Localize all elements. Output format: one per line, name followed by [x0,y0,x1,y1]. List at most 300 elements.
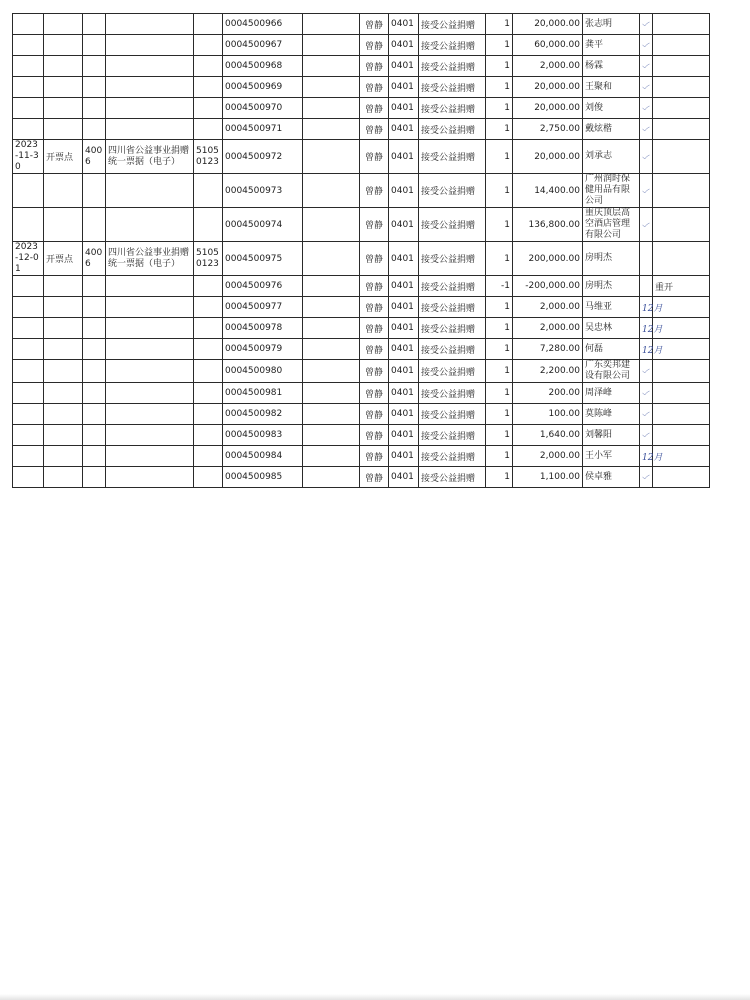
invoice-type-cell [106,360,194,383]
item-name-cell: 接受公益捐赠 [419,77,486,98]
type-code-cell [83,56,106,77]
item-name-cell: 接受公益捐赠 [419,339,486,360]
item-name-cell: 接受公益捐赠 [419,360,486,383]
amount-cell: 100.00 [513,404,583,425]
issue-point-cell: 开票点 [44,242,83,276]
item-code-cell: 0401 [389,360,419,383]
item-name-cell: 接受公益捐赠 [419,56,486,77]
remark-cell [653,242,710,276]
date-cell [13,208,44,242]
amount-cell: 136,800.00 [513,208,583,242]
check-icon [642,80,650,94]
invoice-number-cell: 0004500979 [223,339,303,360]
quantity-cell: 1 [486,318,513,339]
agency-code-cell: 51050123 [194,140,223,174]
donor-cell: 吴忠林 [583,318,640,339]
type-code-cell [83,14,106,35]
issue-point-cell [44,35,83,56]
operator-cell: 曾静 [360,174,389,208]
amount-cell: 1,640.00 [513,425,583,446]
table-row [13,276,710,297]
item-name-cell: 接受公益捐赠 [419,383,486,404]
blank-cell [303,119,360,140]
table-row [13,56,710,77]
type-code-cell [83,276,106,297]
amount-cell: 20,000.00 [513,98,583,119]
agency-code-cell: 51050123 [194,242,223,276]
ledger-body [13,14,710,488]
operator-cell: 曾静 [360,339,389,360]
item-code-cell: 0401 [389,174,419,208]
issue-point-cell [44,208,83,242]
remark-cell [653,140,710,174]
item-name-cell: 接受公益捐赠 [419,297,486,318]
type-code-cell [83,404,106,425]
donor-cell: 房明杰 [583,276,640,297]
item-code-cell: 0401 [389,467,419,488]
review-mark-cell: 12月 [640,297,653,318]
date-cell: 2023-12-01 [13,242,44,276]
type-code-cell [83,425,106,446]
quantity-cell: 1 [486,242,513,276]
donor-cell: 王小军 [583,446,640,467]
invoice-type-cell [106,425,194,446]
invoice-number-cell: 0004500966 [223,14,303,35]
quantity-cell: 1 [486,140,513,174]
type-code-cell [83,208,106,242]
remark-cell [653,174,710,208]
issue-point-cell [44,98,83,119]
type-code-cell [83,119,106,140]
blank-cell [303,467,360,488]
amount-cell: 20,000.00 [513,77,583,98]
item-code-cell: 0401 [389,35,419,56]
check-icon [642,17,650,31]
invoice-type-cell [106,339,194,360]
issue-point-cell [44,56,83,77]
type-code-cell [83,35,106,56]
review-mark-cell [640,404,653,425]
amount-cell: 60,000.00 [513,35,583,56]
invoice-type-cell [106,404,194,425]
quantity-cell: 1 [486,174,513,208]
blank-cell [303,339,360,360]
operator-cell: 曾静 [360,77,389,98]
issue-point-cell [44,119,83,140]
invoice-number-cell: 0004500974 [223,208,303,242]
invoice-number-cell: 0004500967 [223,35,303,56]
blank-cell [303,98,360,119]
issue-point-cell [44,425,83,446]
item-name-cell: 接受公益捐赠 [419,276,486,297]
review-mark-cell [640,383,653,404]
donor-cell: 广东奕邦建设有限公司 [583,360,640,383]
table-row [13,119,710,140]
item-name-cell: 接受公益捐赠 [419,242,486,276]
item-code-cell: 0401 [389,425,419,446]
quantity-cell: 1 [486,446,513,467]
invoice-number-cell: 0004500971 [223,119,303,140]
blank-cell [303,360,360,383]
agency-code-cell [194,35,223,56]
quantity-cell: 1 [486,77,513,98]
review-mark-cell: 12月 [640,446,653,467]
remark-cell [653,467,710,488]
check-icon [642,428,650,442]
invoice-number-cell: 0004500980 [223,360,303,383]
table-row [13,208,710,242]
blank-cell [303,77,360,98]
type-code-cell [83,446,106,467]
item-name-cell: 接受公益捐赠 [419,35,486,56]
invoice-type-cell [106,383,194,404]
agency-code-cell [194,339,223,360]
quantity-cell: 1 [486,425,513,446]
invoice-number-cell: 0004500981 [223,383,303,404]
review-mark-cell [640,56,653,77]
operator-cell: 曾静 [360,446,389,467]
date-cell [13,297,44,318]
remark-cell [653,56,710,77]
quantity-cell: 1 [486,297,513,318]
check-icon [642,386,650,400]
agency-code-cell [194,467,223,488]
item-name-cell: 接受公益捐赠 [419,446,486,467]
review-mark-cell [640,242,653,276]
invoice-number-cell: 0004500982 [223,404,303,425]
amount-cell: -200,000.00 [513,276,583,297]
table-row [13,77,710,98]
donor-cell: 莫陈峰 [583,404,640,425]
date-cell [13,446,44,467]
agency-code-cell [194,276,223,297]
invoice-number-cell: 0004500976 [223,276,303,297]
table-row [13,467,710,488]
invoice-type-cell [106,297,194,318]
donor-cell: 戴炫楷 [583,119,640,140]
type-code-cell [83,174,106,208]
invoice-type-cell [106,35,194,56]
remark-cell [653,77,710,98]
quantity-cell: 1 [486,404,513,425]
item-code-cell: 0401 [389,56,419,77]
amount-cell: 2,000.00 [513,297,583,318]
check-icon [642,218,650,232]
donor-cell: 周泽峰 [583,383,640,404]
invoice-number-cell: 0004500977 [223,297,303,318]
table-row [13,14,710,35]
item-code-cell: 0401 [389,276,419,297]
remark-cell [653,208,710,242]
item-code-cell: 0401 [389,14,419,35]
type-code-cell [83,77,106,98]
review-mark-cell [640,208,653,242]
remark-cell: 重开 [653,276,710,297]
invoice-type-cell [106,77,194,98]
type-code-cell [83,318,106,339]
review-mark-cell: 12月 [640,339,653,360]
blank-cell [303,56,360,77]
quantity-cell: 1 [486,208,513,242]
donor-cell: 重庆顶层高空酒店管理有限公司 [583,208,640,242]
amount-cell: 14,400.00 [513,174,583,208]
date-cell [13,383,44,404]
issue-point-cell [44,467,83,488]
invoice-type-cell [106,56,194,77]
blank-cell [303,383,360,404]
invoice-number-cell: 0004500969 [223,77,303,98]
date-cell [13,467,44,488]
remark-cell [653,35,710,56]
amount-cell: 2,000.00 [513,56,583,77]
donor-cell: 杨霖 [583,56,640,77]
operator-cell: 曾静 [360,242,389,276]
review-mark-cell [640,467,653,488]
table-row [13,383,710,404]
issue-point-cell [44,360,83,383]
operator-cell: 曾静 [360,208,389,242]
remark-cell [653,360,710,383]
amount-cell: 2,000.00 [513,318,583,339]
date-cell [13,119,44,140]
invoice-type-cell [106,276,194,297]
amount-cell: 7,280.00 [513,339,583,360]
review-mark-cell [640,425,653,446]
amount-cell: 200.00 [513,383,583,404]
quantity-cell: 1 [486,383,513,404]
blank-cell [303,140,360,174]
item-name-cell: 接受公益捐赠 [419,140,486,174]
type-code-cell [83,383,106,404]
operator-cell: 曾静 [360,35,389,56]
donor-cell: 马维亚 [583,297,640,318]
invoice-type-cell [106,208,194,242]
check-icon [642,122,650,136]
review-mark-cell [640,77,653,98]
review-mark-cell [640,276,653,297]
invoice-number-cell: 0004500968 [223,56,303,77]
quantity-cell: 1 [486,119,513,140]
amount-cell: 2,200.00 [513,360,583,383]
item-code-cell: 0401 [389,404,419,425]
agency-code-cell [194,425,223,446]
item-code-cell: 0401 [389,140,419,174]
agency-code-cell [194,14,223,35]
agency-code-cell [194,77,223,98]
issue-point-cell [44,383,83,404]
operator-cell: 曾静 [360,360,389,383]
quantity-cell: 1 [486,35,513,56]
date-cell [13,56,44,77]
item-name-cell: 接受公益捐赠 [419,208,486,242]
issue-point-cell [44,446,83,467]
operator-cell: 曾静 [360,404,389,425]
invoice-type-cell [106,467,194,488]
quantity-cell: 1 [486,339,513,360]
invoice-number-cell: 0004500984 [223,446,303,467]
invoice-number-cell: 0004500972 [223,140,303,174]
item-code-cell: 0401 [389,208,419,242]
operator-cell: 曾静 [360,119,389,140]
table-row [13,339,710,360]
scan-edge-shadow [0,994,750,1000]
donor-cell: 刘承志 [583,140,640,174]
item-name-cell: 接受公益捐赠 [419,14,486,35]
quantity-cell: 1 [486,360,513,383]
blank-cell [303,297,360,318]
item-code-cell: 0401 [389,77,419,98]
operator-cell: 曾静 [360,318,389,339]
invoice-type-cell [106,318,194,339]
issue-point-cell [44,404,83,425]
check-icon [642,101,650,115]
donor-cell: 广州润时保健用品有限公司 [583,174,640,208]
item-code-cell: 0401 [389,383,419,404]
agency-code-cell [194,297,223,318]
date-cell [13,77,44,98]
check-icon [642,184,650,198]
agency-code-cell [194,383,223,404]
agency-code-cell [194,98,223,119]
issue-point-cell [44,297,83,318]
amount-cell: 200,000.00 [513,242,583,276]
item-code-cell: 0401 [389,98,419,119]
donor-cell: 刘馨阳 [583,425,640,446]
table-row [13,140,710,174]
remark-cell [653,14,710,35]
invoice-type-cell [106,174,194,208]
item-code-cell: 0401 [389,297,419,318]
table-row [13,404,710,425]
invoice-number-cell: 0004500983 [223,425,303,446]
blank-cell [303,208,360,242]
issue-point-cell [44,77,83,98]
agency-code-cell [194,56,223,77]
table-row [13,425,710,446]
quantity-cell: 1 [486,98,513,119]
operator-cell: 曾静 [360,56,389,77]
table-row [13,242,710,276]
donor-cell: 何磊 [583,339,640,360]
review-mark-cell [640,140,653,174]
date-cell [13,174,44,208]
review-mark-cell: 12月 [640,318,653,339]
invoice-number-cell: 0004500978 [223,318,303,339]
issue-point-cell [44,276,83,297]
operator-cell: 曾静 [360,467,389,488]
amount-cell: 2,750.00 [513,119,583,140]
agency-code-cell [194,446,223,467]
issue-point-cell [44,339,83,360]
issue-point-cell [44,318,83,339]
invoice-type-cell: 四川省公益事业捐赠统一票据（电子） [106,242,194,276]
invoice-number-cell: 0004500985 [223,467,303,488]
donor-cell: 王聚和 [583,77,640,98]
item-code-cell: 0401 [389,339,419,360]
remark-cell [653,119,710,140]
review-mark-cell [640,35,653,56]
date-cell [13,318,44,339]
blank-cell [303,276,360,297]
operator-cell: 曾静 [360,383,389,404]
invoice-number-cell: 0004500970 [223,98,303,119]
date-cell [13,276,44,297]
table-row [13,297,710,318]
donor-cell: 张志明 [583,14,640,35]
review-mark-cell [640,360,653,383]
blank-cell [303,174,360,208]
amount-cell: 20,000.00 [513,14,583,35]
amount-cell: 1,100.00 [513,467,583,488]
quantity-cell: 1 [486,14,513,35]
agency-code-cell [194,360,223,383]
table-row [13,174,710,208]
issue-point-cell [44,174,83,208]
remark-cell [653,98,710,119]
invoice-type-cell [106,98,194,119]
agency-code-cell [194,208,223,242]
donor-cell: 刘俊 [583,98,640,119]
operator-cell: 曾静 [360,425,389,446]
type-code-cell: 4006 [83,242,106,276]
type-code-cell [83,467,106,488]
item-name-cell: 接受公益捐赠 [419,425,486,446]
review-mark-cell [640,174,653,208]
type-code-cell: 4006 [83,140,106,174]
item-code-cell: 0401 [389,446,419,467]
remark-cell [653,404,710,425]
donor-cell: 侯卓雅 [583,467,640,488]
issue-point-cell: 开票点 [44,140,83,174]
item-name-cell: 接受公益捐赠 [419,467,486,488]
blank-cell [303,35,360,56]
invoice-number-cell: 0004500973 [223,174,303,208]
date-cell [13,339,44,360]
invoice-number-cell: 0004500975 [223,242,303,276]
remark-cell [653,383,710,404]
quantity-cell: 1 [486,467,513,488]
agency-code-cell [194,318,223,339]
blank-cell [303,404,360,425]
check-icon [642,38,650,52]
item-name-cell: 接受公益捐赠 [419,119,486,140]
donor-cell: 龚平 [583,35,640,56]
donor-cell: 房明杰 [583,242,640,276]
review-mark-cell [640,119,653,140]
type-code-cell [83,360,106,383]
table-row [13,360,710,383]
agency-code-cell [194,119,223,140]
operator-cell: 曾静 [360,14,389,35]
check-icon [642,150,650,164]
table-row [13,318,710,339]
type-code-cell [83,98,106,119]
operator-cell: 曾静 [360,98,389,119]
invoice-type-cell [106,119,194,140]
review-mark-cell [640,14,653,35]
operator-cell: 曾静 [360,276,389,297]
amount-cell: 20,000.00 [513,140,583,174]
table-row [13,98,710,119]
type-code-cell [83,339,106,360]
blank-cell [303,242,360,276]
agency-code-cell [194,174,223,208]
item-name-cell: 接受公益捐赠 [419,318,486,339]
type-code-cell [83,297,106,318]
remark-cell [653,425,710,446]
invoice-ledger-table [12,13,710,488]
item-name-cell: 接受公益捐赠 [419,404,486,425]
